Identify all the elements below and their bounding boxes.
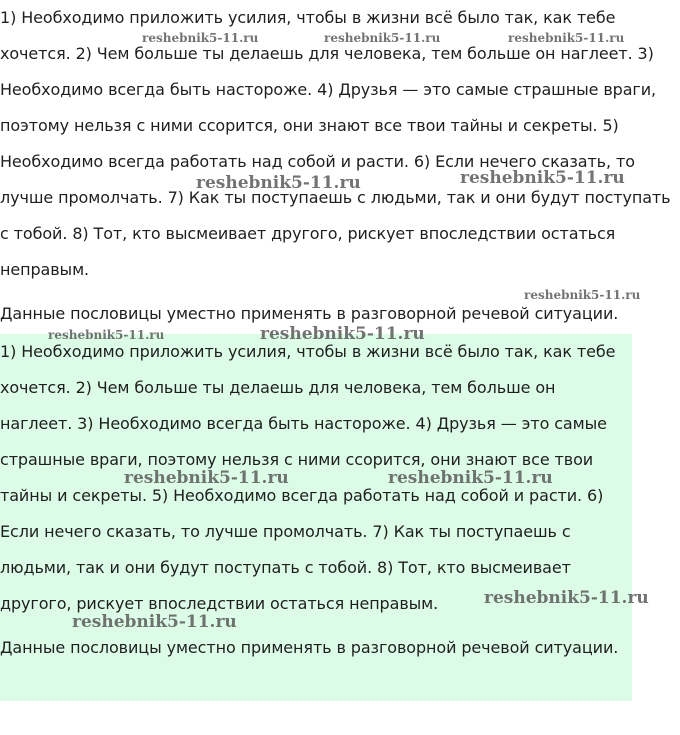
watermark: reshebnik5-11.ru	[124, 468, 289, 488]
proverbs-paragraph: 1) Необходимо приложить усилия, чтобы в жизни всё было так, как тебе хочется. 2) Чем больше ты делаешь для человека, тем больше он наглеет. 3) Необходимо всегда быть настороже. 4) Друзья — это самые страшные враги, поэтому нельзя с ними ссорится, они знают все твои тайны и секреты. 5) Необходимо всегда работать над собой и расти. 6) Если нечего сказать, то лучше промолчать. 7) Как ты поступаешь с людьми, так и они будут поступать с тобой. 8) Тот, кто высмеивает другого, рискует впоследствии остаться неправым.	[0, 8, 671, 279]
watermark: reshebnik5-11.ru	[324, 31, 441, 45]
watermark: reshebnik5-11.ru	[484, 588, 649, 608]
conclusion-paragraph: Данные пословицы уместно применять в разговорной речевой ситуации.	[0, 304, 619, 323]
watermark: reshebnik5-11.ru	[196, 173, 361, 193]
watermark: reshebnik5-11.ru	[260, 324, 425, 344]
watermark: reshebnik5-11.ru	[508, 31, 625, 45]
watermark: reshebnik5-11.ru	[48, 328, 165, 342]
answer-conclusion-paragraph: Данные пословицы уместно применять в разговорной речевой ситуации.	[0, 638, 619, 657]
watermark: reshebnik5-11.ru	[72, 612, 237, 632]
watermark: reshebnik5-11.ru	[460, 168, 625, 188]
watermark: reshebnik5-11.ru	[388, 468, 553, 488]
answer-proverbs-paragraph: 1) Необходимо приложить усилия, чтобы в жизни всё было так, как тебе хочется. 2) Чем больше ты делаешь для человека, тем больше он наглеет. 3) Необходимо всегда быть настороже. 4) Друзья — это самые страшные враги, поэтому нельзя с ними ссорится, они знают все твои тайны и секреты. 5) Необходимо всегда работать над собой и расти. 6) Если нечего сказать, то лучше промолчать. 7) Как ты поступаешь с людьми, так и они будут поступать с тобой. 8) Тот, кто высмеивает другого, рискует впоследствии остаться неправым.	[0, 342, 616, 613]
watermark: reshebnik5-11.ru	[142, 31, 259, 45]
watermark: reshebnik5-11.ru	[524, 288, 641, 302]
